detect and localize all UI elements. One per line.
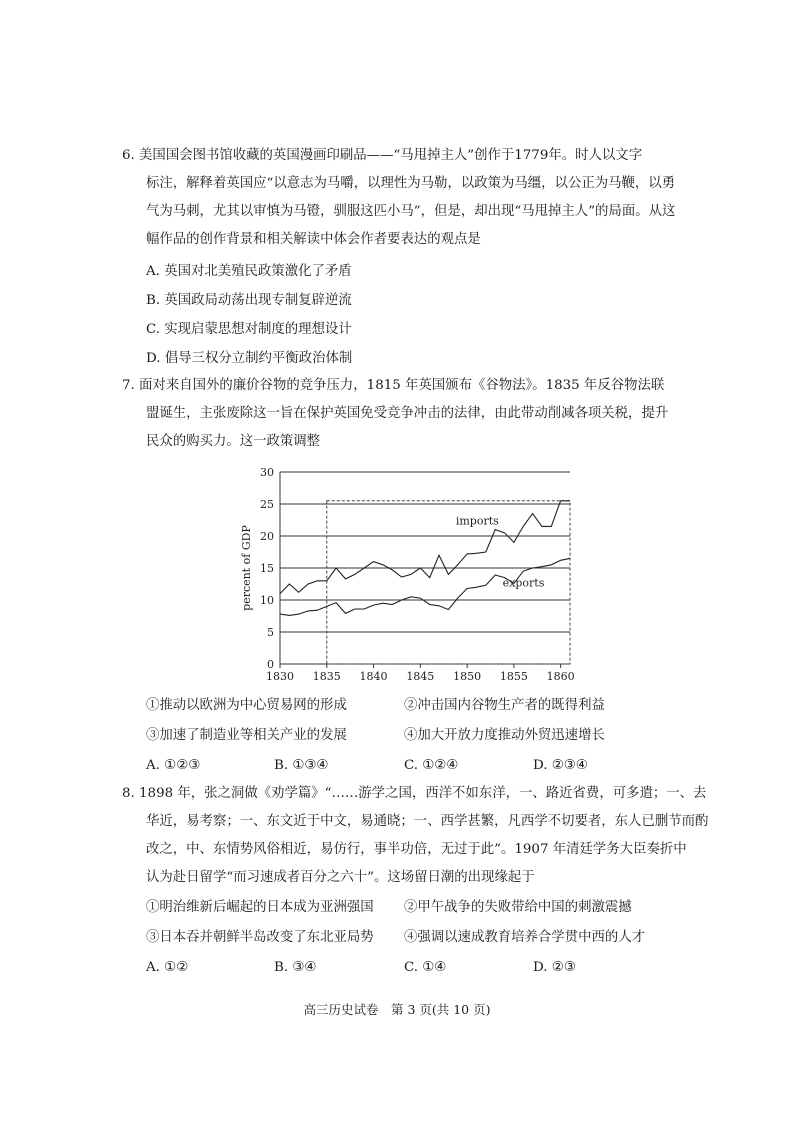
q7-line: 盟诞生，主张废除这一旨在保护英国免受竞争冲击的法律，由此带动削减各项关税，提升 (146, 406, 669, 421)
q8-choice-d: D. ②③ (533, 960, 576, 975)
q7-statement-2: ②冲击国内谷物生产者的既得利益 (404, 698, 605, 713)
y-tick-label: 25 (260, 498, 274, 511)
series-label-exports: exports (502, 576, 545, 590)
q7-statement-3: ③加速了制造业等相关产业的发展 (146, 728, 347, 743)
q7-statement-1: ①推动以欧洲为中心贸易网的形成 (146, 698, 347, 713)
y-tick-label: 10 (260, 594, 274, 607)
y-tick-label: 15 (260, 562, 274, 575)
q6-option-b: B. 英国政局动荡出现专制复辟逆流 (146, 293, 352, 308)
q7-line: 7. 面对来自国外的廉价谷物的竞争压力，1815 年英国颁布《谷物法》。1835 年反谷物法联 (122, 378, 665, 393)
q6-line: 幅作品的创作背景和相关解读中体会作者要表达的观点是 (146, 232, 481, 247)
q6-line: 气为马刺，尤其以审慎为马镫，驯服这匹小马”，但是，却出现“马甩掉主人”的局面。从这 (146, 204, 676, 219)
series-label-imports: imports (455, 514, 499, 528)
q8-line: 认为赴日留学“而习速成者百分之六十”。这场留日潮的出现缘起于 (146, 870, 535, 885)
y-tick-label: 5 (267, 626, 274, 639)
q6-option-d: D. 倡导三权分立制约平衡政治体制 (146, 351, 353, 366)
q8-choice-b: B. ③④ (274, 960, 317, 975)
trade-chart-svg (236, 462, 576, 684)
q8-line: 改之，中、东情势风俗相近，易仿行，事半功倍，无过于此”。1907 年清廷学务大臣奏折中 (146, 842, 687, 857)
q6-line: 标注，解释着英国应“以意志为马嚼，以理性为马勒，以政策为马缰，以公正为马鞭，以勇 (146, 176, 676, 191)
q8-statement-3: ③日本吞并朝鲜半岛改变了东北亚局势 (146, 930, 374, 945)
x-tick-label: 1850 (453, 670, 482, 683)
q7-line: 民众的购买力。这一政策调整 (146, 434, 321, 449)
y-tick-label: 0 (267, 658, 274, 671)
q6-line: 6. 美国国会图书馆收藏的英国漫画印刷品——“马甩掉主人”创作于1779年。时人以文字 (122, 148, 643, 163)
q8-choice-a: A. ①② (146, 960, 189, 975)
q7-choice-a: A. ①②③ (146, 758, 201, 773)
x-tick-label: 1840 (359, 670, 388, 683)
y-tick-label: 20 (260, 530, 274, 543)
q8-statement-1: ①明治维新后崛起的日本成为亚洲强国 (146, 900, 374, 915)
x-tick-label: 1855 (499, 670, 528, 683)
x-tick-label: 1845 (406, 670, 435, 683)
trade-chart (236, 462, 576, 684)
q8-line: 8. 1898 年，张之洞做《劝学篇》“……游学之国，西洋不如东洋，一、路近省费，可多遣；一、去 (122, 786, 707, 801)
q7-choice-c: C. ①②④ (404, 758, 459, 773)
q7-statement-4: ④加大开放力度推动外贸迅速增长 (404, 728, 605, 743)
q8-statement-2: ②甲午战争的失败带给中国的刺激震撼 (404, 900, 632, 915)
q8-line: 华近，易考察；一、东文近于中文，易通晓；一、西学甚繁，凡西学不切要者，东人已删节而酌 (146, 814, 709, 829)
q6-option-c: C. 实现启蒙思想对制度的理想设计 (146, 322, 352, 337)
q8-statement-4: ④强调以速成教育培养合学贯中西的人才 (404, 930, 646, 945)
page-footer: 高三历史试卷 第 3 页(共 10 页) (303, 1002, 491, 1017)
q6-option-a: A. 英国对北美殖民政策激化了矛盾 (146, 264, 352, 279)
q7-choice-b: B. ①③④ (274, 758, 329, 773)
x-tick-label: 1830 (266, 670, 294, 683)
x-tick-label: 1835 (312, 670, 341, 683)
x-tick-label: 1860 (546, 670, 575, 683)
q8-choice-c: C. ①④ (404, 960, 447, 975)
q7-choice-d: D. ②③④ (533, 758, 588, 773)
y-axis-label: percent of GDP (240, 525, 253, 611)
y-tick-label: 30 (260, 466, 274, 479)
